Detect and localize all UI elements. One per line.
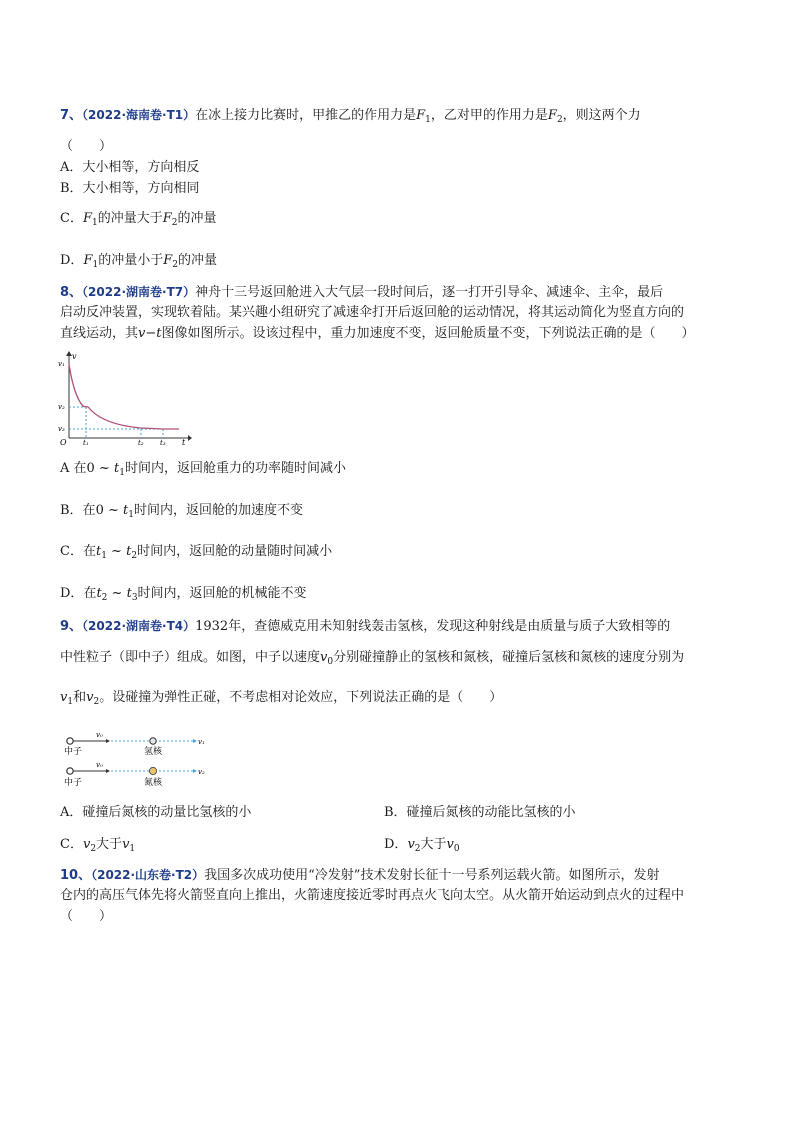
q9-option-c-mid: 大于	[96, 837, 123, 852]
q10-number: 10、	[60, 868, 92, 883]
q9-stem-1: 1932年，查德威克用未知射线轰击氢核，发现这种射线是由质量与质子大致相等的	[195, 619, 671, 634]
q8-option-a-text: 时间内，返回舱重力的功率随时间减小	[124, 461, 346, 476]
q8-line1	[60, 283, 663, 302]
q8-vt-graph	[57, 350, 192, 446]
q8-stem-3b: 图像如图所示。设该过程中，重力加速度不变，返回舱质量不变，下列说法正确的是（ ）	[161, 326, 695, 341]
q8-line2: 启动反冲装置，实现软着陆。某兴趣小组研究了减速伞打开后返回舱的运动情况，将其运动简化为竖直方向的	[60, 305, 685, 320]
q9-option-c-prefix: C．	[60, 837, 83, 852]
q9-option-d: D．$v_2$大于$v_0$	[384, 837, 460, 854]
q9-label-v1: v₁	[198, 738, 205, 746]
q8-label-t2: t₂	[138, 439, 144, 446]
q8-label-t: t	[182, 438, 186, 446]
q9-v0-arrowhead-2-icon	[106, 769, 110, 773]
q8-option-a-prefix: A 在	[60, 461, 87, 476]
q7-option-c-prefix: C．	[60, 211, 83, 226]
q7-stem-b: ，乙对甲的作用力是	[430, 108, 548, 123]
q8-source: （2022·湖南卷·T7）	[82, 285, 196, 299]
q9-label-hydrogen: 氢核	[144, 747, 163, 757]
q8-label-v3: v₃	[58, 425, 65, 433]
q9-option-a: A．碰撞后氮核的动量比氢核的小	[60, 805, 252, 820]
q10-line1	[60, 866, 659, 885]
q9-line2: 中性粒子（即中子）组成。如图，中子以速度$v_0$分别碰撞静止的氢核和氮核，碰撞后氢核和氮核的速度分别为	[60, 650, 685, 667]
q10-line2: 仓内的高压气体先将火箭竖直向上推出，火箭速度接近零时再点火飞向太空。从火箭开始运动到点火的过程中	[60, 888, 685, 903]
q7-option-c-mid: 的冲量大于	[97, 211, 163, 226]
q8-option-b-prefix: B．在	[60, 503, 96, 518]
q8-option-a: A 在0 ~ $t_1$时间内，返回舱重力的功率随时间减小	[60, 461, 346, 478]
q9-option-d-prefix: D．	[384, 837, 408, 852]
q8-t-axis-arrow-icon	[188, 435, 192, 441]
q8-option-b: B．在0 ~ $t_1$时间内，返回舱的加速度不变	[60, 503, 303, 520]
q7-option-d-mid: 的冲量小于	[98, 253, 164, 268]
q7-option-d-prefix: D．	[60, 253, 84, 268]
q7-option-b: B．大小相等，方向相同	[60, 181, 200, 196]
q9-number: 9、	[60, 619, 83, 634]
q8-label-v2: v₂	[58, 403, 65, 411]
q9-label-neutron-2: 中子	[64, 778, 83, 788]
q8-label-v1: v₁	[58, 360, 65, 368]
q9-collision-figure	[58, 732, 208, 792]
q9-option-b: B．碰撞后氮核的动能比氢核的小	[384, 805, 576, 820]
q7-option-d: D．$F_1$的冲量小于$F_2$的冲量	[60, 253, 217, 270]
q7-option-c-end: 的冲量	[177, 211, 217, 226]
q8-option-d: D．在$t_2$ ~ $t_3$时间内，返回舱的机械能不变	[60, 586, 307, 603]
q7-paren: （ ）	[60, 139, 113, 154]
q9-neutron-1	[67, 738, 73, 744]
q9-v2-arrowhead-icon	[193, 769, 197, 773]
q8-number: 8、	[60, 285, 83, 300]
q9-label-v2: v₂	[198, 768, 205, 776]
q9-label-v0-2: v₀	[96, 761, 103, 769]
q9-source: （2022·湖南卷·T4）	[82, 619, 196, 633]
q8-option-c: C．在$t_1$ ~ $t_2$时间内，返回舱的动量随时间减小	[60, 544, 333, 561]
q8-option-b-text: 时间内，返回舱的加速度不变	[133, 503, 303, 518]
q8-line3: 直线运动，其v−t图像如图所示。设该过程中，重力加速度不变，返回舱质量不变，下列说法正确的是（ ）	[60, 326, 695, 341]
q10-stem-1: 我国多次成功使用“冷发射”技术发射长征十一号系列运载火箭。如图所示，发射	[204, 868, 660, 883]
q9-v0-arrowhead-1-icon	[106, 739, 110, 743]
q9-v1-arrowhead-icon	[193, 739, 197, 743]
q9-hydrogen-nucleus	[150, 738, 156, 744]
q9-option-c: C．$v_2$大于$v_1$	[60, 837, 136, 854]
q9-label-v0-1: v₀	[96, 732, 103, 739]
q9-stem-3b: 。设碰撞为弹性正碰，不考虑相对论效应，下列说法正确的是（ ）	[99, 690, 503, 705]
q9-option-d-mid: 大于	[420, 837, 447, 852]
q7-option-a: A．大小相等，方向相反	[60, 160, 200, 175]
q7-source: （2022·海南卷·T1）	[82, 108, 196, 122]
q7-stem-c: ，则这两个力	[562, 108, 641, 123]
q7-option-d-end: 的冲量	[177, 253, 217, 268]
q8-label-origin: O	[60, 438, 67, 446]
q9-label-neutron-1: 中子	[64, 747, 83, 757]
q8-option-c-text: 时间内，返回舱的动量随时间减小	[137, 544, 333, 559]
q9-line1	[60, 617, 670, 636]
q8-label-t1: t₁	[83, 439, 89, 446]
q9-stem-3a: 和	[73, 690, 87, 705]
q8-label-v: v	[72, 352, 77, 361]
q8-stem-1: 神舟十三号返回舱进入大气层一段时间后，逐一打开引导伞、减速伞、主伞，最后	[195, 285, 664, 300]
q9-stem-2a: 中性粒子（即中子）组成。如图，中子以速度	[60, 650, 321, 665]
q9-neutron-2	[67, 768, 73, 774]
q7-line1: 7、（2022·海南卷·T1）在冰上接力比赛时，甲推乙的作用力是$F_1$，乙对甲的作用力是$F_2$，则这两个力	[60, 108, 641, 125]
q7-option-c: C．$F_1$的冲量大于$F_2$的冲量	[60, 211, 217, 228]
q7-number: 7、	[60, 108, 83, 123]
q9-stem-2b: 分别碰撞静止的氢核和氮核，碰撞后氢核和氮核的速度分别为	[333, 650, 685, 665]
q10-paren: （ ）	[60, 909, 113, 924]
q7-stem-a: 在冰上接力比赛时，甲推乙的作用力是	[195, 108, 417, 123]
q8-option-d-prefix: D．在	[60, 586, 97, 601]
q9-nitrogen-nucleus	[149, 767, 156, 774]
q8-label-t3: t₃	[160, 439, 166, 446]
q8-option-c-prefix: C．在	[60, 544, 96, 559]
q8-option-d-text: 时间内，返回舱的机械能不变	[137, 586, 307, 601]
q10-source: （2022·山东卷·T2）	[91, 868, 205, 882]
q9-line3: $v_1$和$v_2$。设碰撞为弹性正碰，不考虑相对论效应，下列说法正确的是（ ）	[60, 690, 503, 707]
q9-label-nitrogen: 氮核	[144, 778, 163, 788]
q8-stem-3a: 直线运动，其	[60, 326, 139, 341]
